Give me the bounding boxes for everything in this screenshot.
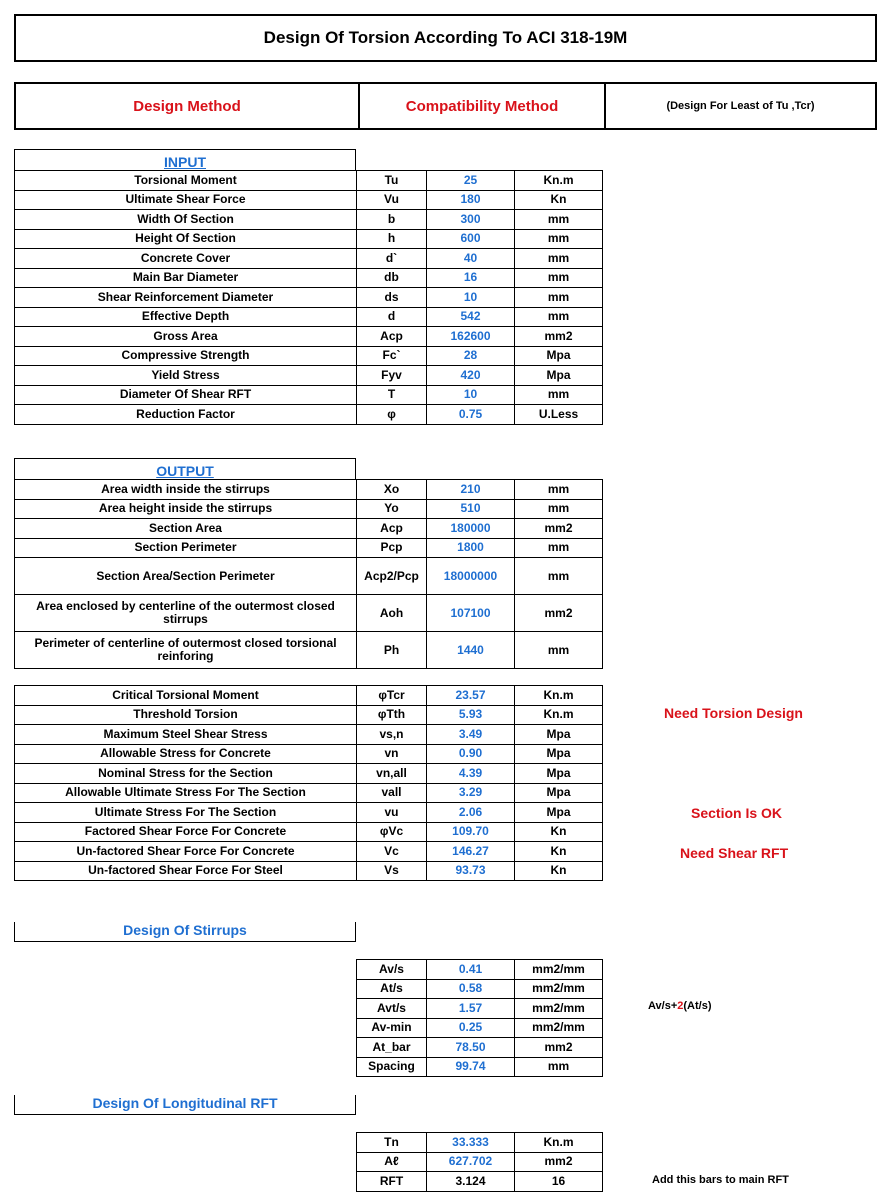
row-unit: mm xyxy=(515,268,603,288)
row-symbol: db xyxy=(357,268,427,288)
row-value: 1.57 xyxy=(427,999,515,1019)
row-value: 1800 xyxy=(427,538,515,558)
row-value: 25 xyxy=(427,171,515,191)
table-row xyxy=(15,842,603,862)
row-unit: Kn xyxy=(515,861,603,881)
row-unit: Kn.m xyxy=(515,705,603,725)
row-unit: mm2 xyxy=(515,327,603,347)
row-unit: mm xyxy=(515,385,603,405)
formula-part-a: Av/s+ xyxy=(648,1000,678,1012)
row-unit: Mpa xyxy=(515,725,603,745)
table-row xyxy=(15,558,603,595)
row-value: 0.25 xyxy=(427,1018,515,1038)
row-description: Effective Depth xyxy=(15,307,357,327)
row-symbol: Acp2/Pcp xyxy=(357,558,427,595)
row-description: Nominal Stress for the Section xyxy=(15,764,357,784)
row-symbol: ds xyxy=(357,288,427,308)
row-description: Compressive Strength xyxy=(15,346,357,366)
row-unit: Kn.m xyxy=(515,171,603,191)
row-symbol: Pcp xyxy=(357,538,427,558)
design-method-value: Compatibility Method xyxy=(360,84,606,128)
formula-part-c: (At/s) xyxy=(683,1000,712,1012)
design-method-row xyxy=(14,82,877,130)
row-symbol: vu xyxy=(357,803,427,823)
row-value: 210 xyxy=(427,480,515,500)
row-symbol: φVc xyxy=(357,822,427,842)
row-value: 542 xyxy=(427,307,515,327)
design-method-label: Design Method xyxy=(16,84,360,128)
row-unit: mm2/mm xyxy=(515,1018,603,1038)
row-description: Ultimate Shear Force xyxy=(15,190,357,210)
row-unit: mm2/mm xyxy=(515,999,603,1019)
row-symbol: Tu xyxy=(357,171,427,191)
row-symbol: Tn xyxy=(357,1133,427,1153)
table-row xyxy=(15,190,603,210)
row-value: 18000000 xyxy=(427,558,515,595)
row-unit: Mpa xyxy=(515,783,603,803)
row-description: Section Area xyxy=(15,519,357,539)
row-description: Area height inside the stirrups xyxy=(15,499,357,519)
row-symbol: φ xyxy=(357,405,427,425)
table-row xyxy=(15,764,603,784)
row-description: Factored Shear Force For Concrete xyxy=(15,822,357,842)
section-ok-note: Section Is OK xyxy=(691,805,783,821)
row-unit: Kn.m xyxy=(515,1133,603,1153)
row-symbol: Av/s xyxy=(357,960,427,980)
table-row xyxy=(15,366,603,386)
row-symbol: Aℓ xyxy=(357,1152,427,1172)
row-description: Shear Reinforcement Diameter xyxy=(15,288,357,308)
row-description: Concrete Cover xyxy=(15,249,357,269)
row-symbol: d xyxy=(357,307,427,327)
row-value: 93.73 xyxy=(427,861,515,881)
table-row xyxy=(15,744,603,764)
row-value: 300 xyxy=(427,210,515,230)
table-row xyxy=(15,346,603,366)
row-symbol: Vc xyxy=(357,842,427,862)
table-row xyxy=(15,725,603,745)
table-row xyxy=(357,1057,603,1077)
row-description: Area width inside the stirrups xyxy=(15,480,357,500)
row-value: 16 xyxy=(427,268,515,288)
table-row xyxy=(15,822,603,842)
table-row xyxy=(15,249,603,269)
table-row xyxy=(15,499,603,519)
row-description: Threshold Torsion xyxy=(15,705,357,725)
row-unit: mm xyxy=(515,538,603,558)
row-unit: mm2 xyxy=(515,519,603,539)
row-description: Perimeter of centerline of outermost closed torsional reinforing xyxy=(15,632,357,669)
row-symbol: b xyxy=(357,210,427,230)
row-value: 1440 xyxy=(427,632,515,669)
row-symbol: h xyxy=(357,229,427,249)
row-description: Section Area/Section Perimeter xyxy=(15,558,357,595)
input-header: INPUT xyxy=(14,149,356,170)
row-value: 420 xyxy=(427,366,515,386)
formula-part-b: 2 xyxy=(677,1000,684,1012)
row-symbol: φTth xyxy=(357,705,427,725)
table-row xyxy=(357,1133,603,1153)
row-unit: U.Less xyxy=(515,405,603,425)
row-value: 5.93 xyxy=(427,705,515,725)
stirrups-table xyxy=(356,959,603,1077)
stirrups-formula xyxy=(648,1000,712,1012)
input-table xyxy=(14,170,603,425)
row-description: Un-factored Shear Force For Steel xyxy=(15,861,357,881)
row-symbol: d` xyxy=(357,249,427,269)
row-value: 0.90 xyxy=(427,744,515,764)
row-symbol: Xo xyxy=(357,480,427,500)
row-symbol: Ph xyxy=(357,632,427,669)
row-symbol: vn xyxy=(357,744,427,764)
row-unit: mm xyxy=(515,558,603,595)
row-value: 0.58 xyxy=(427,979,515,999)
row-unit: mm xyxy=(515,480,603,500)
table-row xyxy=(15,288,603,308)
row-unit: mm2/mm xyxy=(515,960,603,980)
table-row xyxy=(15,686,603,706)
row-symbol: Vs xyxy=(357,861,427,881)
table-row xyxy=(15,405,603,425)
row-unit: Mpa xyxy=(515,803,603,823)
row-symbol: Av-min xyxy=(357,1018,427,1038)
row-description: Ultimate Stress For The Section xyxy=(15,803,357,823)
row-value: 162600 xyxy=(427,327,515,347)
row-symbol: Fyv xyxy=(357,366,427,386)
need-torsion-note: Need Torsion Design xyxy=(664,705,803,721)
row-description: Allowable Ultimate Stress For The Section xyxy=(15,783,357,803)
table-row xyxy=(357,1038,603,1058)
row-description: Height Of Section xyxy=(15,229,357,249)
row-symbol: Spacing xyxy=(357,1057,427,1077)
longitudinal-note: Add this bars to main RFT xyxy=(652,1174,789,1186)
table-row xyxy=(15,385,603,405)
row-value: 28 xyxy=(427,346,515,366)
row-description: Main Bar Diameter xyxy=(15,268,357,288)
row-value: 99.74 xyxy=(427,1057,515,1077)
row-description: Allowable Stress for Concrete xyxy=(15,744,357,764)
row-symbol: Acp xyxy=(357,327,427,347)
longitudinal-title: Design Of Longitudinal RFT xyxy=(14,1095,356,1115)
row-value: 146.27 xyxy=(427,842,515,862)
row-unit: Mpa xyxy=(515,764,603,784)
table-row xyxy=(15,783,603,803)
row-unit: Mpa xyxy=(515,346,603,366)
row-value: 3.124 xyxy=(427,1172,515,1192)
row-unit: mm2/mm xyxy=(515,979,603,999)
row-symbol: Fc` xyxy=(357,346,427,366)
row-description: Reduction Factor xyxy=(15,405,357,425)
row-unit: mm xyxy=(515,249,603,269)
output-table xyxy=(14,479,603,669)
table-row xyxy=(15,210,603,230)
row-value: 10 xyxy=(427,385,515,405)
row-unit: 16 xyxy=(515,1172,603,1192)
row-value: 510 xyxy=(427,499,515,519)
row-symbol: vall xyxy=(357,783,427,803)
table-row xyxy=(357,999,603,1019)
row-symbol: Yo xyxy=(357,499,427,519)
row-value: 0.41 xyxy=(427,960,515,980)
row-value: 23.57 xyxy=(427,686,515,706)
checks-table xyxy=(14,685,603,881)
row-description: Section Perimeter xyxy=(15,538,357,558)
row-value: 0.75 xyxy=(427,405,515,425)
row-symbol: At/s xyxy=(357,979,427,999)
row-value: 180000 xyxy=(427,519,515,539)
row-symbol: Avt/s xyxy=(357,999,427,1019)
row-unit: mm2 xyxy=(515,1038,603,1058)
row-description: Torsional Moment xyxy=(15,171,357,191)
row-unit: mm xyxy=(515,1057,603,1077)
design-method-note: (Design For Least of Tu ,Tcr) xyxy=(666,100,815,112)
row-symbol: At_bar xyxy=(357,1038,427,1058)
row-value: 627.702 xyxy=(427,1152,515,1172)
table-row xyxy=(15,229,603,249)
row-unit: Kn xyxy=(515,842,603,862)
row-symbol: Aoh xyxy=(357,595,427,632)
table-row xyxy=(357,1018,603,1038)
row-value: 107100 xyxy=(427,595,515,632)
table-row xyxy=(357,960,603,980)
row-symbol: Vu xyxy=(357,190,427,210)
row-unit: mm xyxy=(515,307,603,327)
stirrups-title: Design Of Stirrups xyxy=(14,922,356,942)
row-value: 78.50 xyxy=(427,1038,515,1058)
row-unit: mm xyxy=(515,499,603,519)
row-value: 109.70 xyxy=(427,822,515,842)
table-row xyxy=(357,979,603,999)
row-unit: mm2 xyxy=(515,1152,603,1172)
page-title: Design Of Torsion According To ACI 318-19M xyxy=(14,14,877,62)
longitudinal-table xyxy=(356,1132,603,1192)
row-description: Critical Torsional Moment xyxy=(15,686,357,706)
row-symbol: φTcr xyxy=(357,686,427,706)
row-value: 10 xyxy=(427,288,515,308)
table-row xyxy=(15,307,603,327)
row-value: 3.29 xyxy=(427,783,515,803)
row-unit: Kn.m xyxy=(515,686,603,706)
row-symbol: RFT xyxy=(357,1172,427,1192)
row-description: Maximum Steel Shear Stress xyxy=(15,725,357,745)
row-symbol: vn,all xyxy=(357,764,427,784)
output-header: OUTPUT xyxy=(14,458,356,479)
table-row xyxy=(15,327,603,347)
table-row xyxy=(15,171,603,191)
row-unit: Kn xyxy=(515,190,603,210)
row-unit: mm xyxy=(515,288,603,308)
row-value: 2.06 xyxy=(427,803,515,823)
row-description: Gross Area xyxy=(15,327,357,347)
row-description: Un-factored Shear Force For Concrete xyxy=(15,842,357,862)
table-row xyxy=(15,705,603,725)
row-description: Yield Stress xyxy=(15,366,357,386)
row-value: 40 xyxy=(427,249,515,269)
row-symbol: vs,n xyxy=(357,725,427,745)
row-description: Area enclosed by centerline of the outermost closed stirrups xyxy=(15,595,357,632)
table-row xyxy=(15,268,603,288)
row-unit: mm xyxy=(515,632,603,669)
table-row xyxy=(357,1152,603,1172)
need-shear-note: Need Shear RFT xyxy=(680,845,789,861)
row-unit: Kn xyxy=(515,822,603,842)
row-value: 4.39 xyxy=(427,764,515,784)
row-description: Width Of Section xyxy=(15,210,357,230)
table-row xyxy=(15,595,603,632)
row-unit: mm xyxy=(515,210,603,230)
table-row xyxy=(15,803,603,823)
row-description: Diameter Of Shear RFT xyxy=(15,385,357,405)
row-symbol: T xyxy=(357,385,427,405)
table-row xyxy=(15,861,603,881)
table-row xyxy=(15,632,603,669)
row-value: 600 xyxy=(427,229,515,249)
table-row xyxy=(15,519,603,539)
row-unit: Mpa xyxy=(515,366,603,386)
row-value: 180 xyxy=(427,190,515,210)
row-unit: Mpa xyxy=(515,744,603,764)
row-value: 33.333 xyxy=(427,1133,515,1153)
table-row xyxy=(15,538,603,558)
table-row xyxy=(15,480,603,500)
row-unit: mm2 xyxy=(515,595,603,632)
row-symbol: Acp xyxy=(357,519,427,539)
row-value: 3.49 xyxy=(427,725,515,745)
row-unit: mm xyxy=(515,229,603,249)
table-row xyxy=(357,1172,603,1192)
